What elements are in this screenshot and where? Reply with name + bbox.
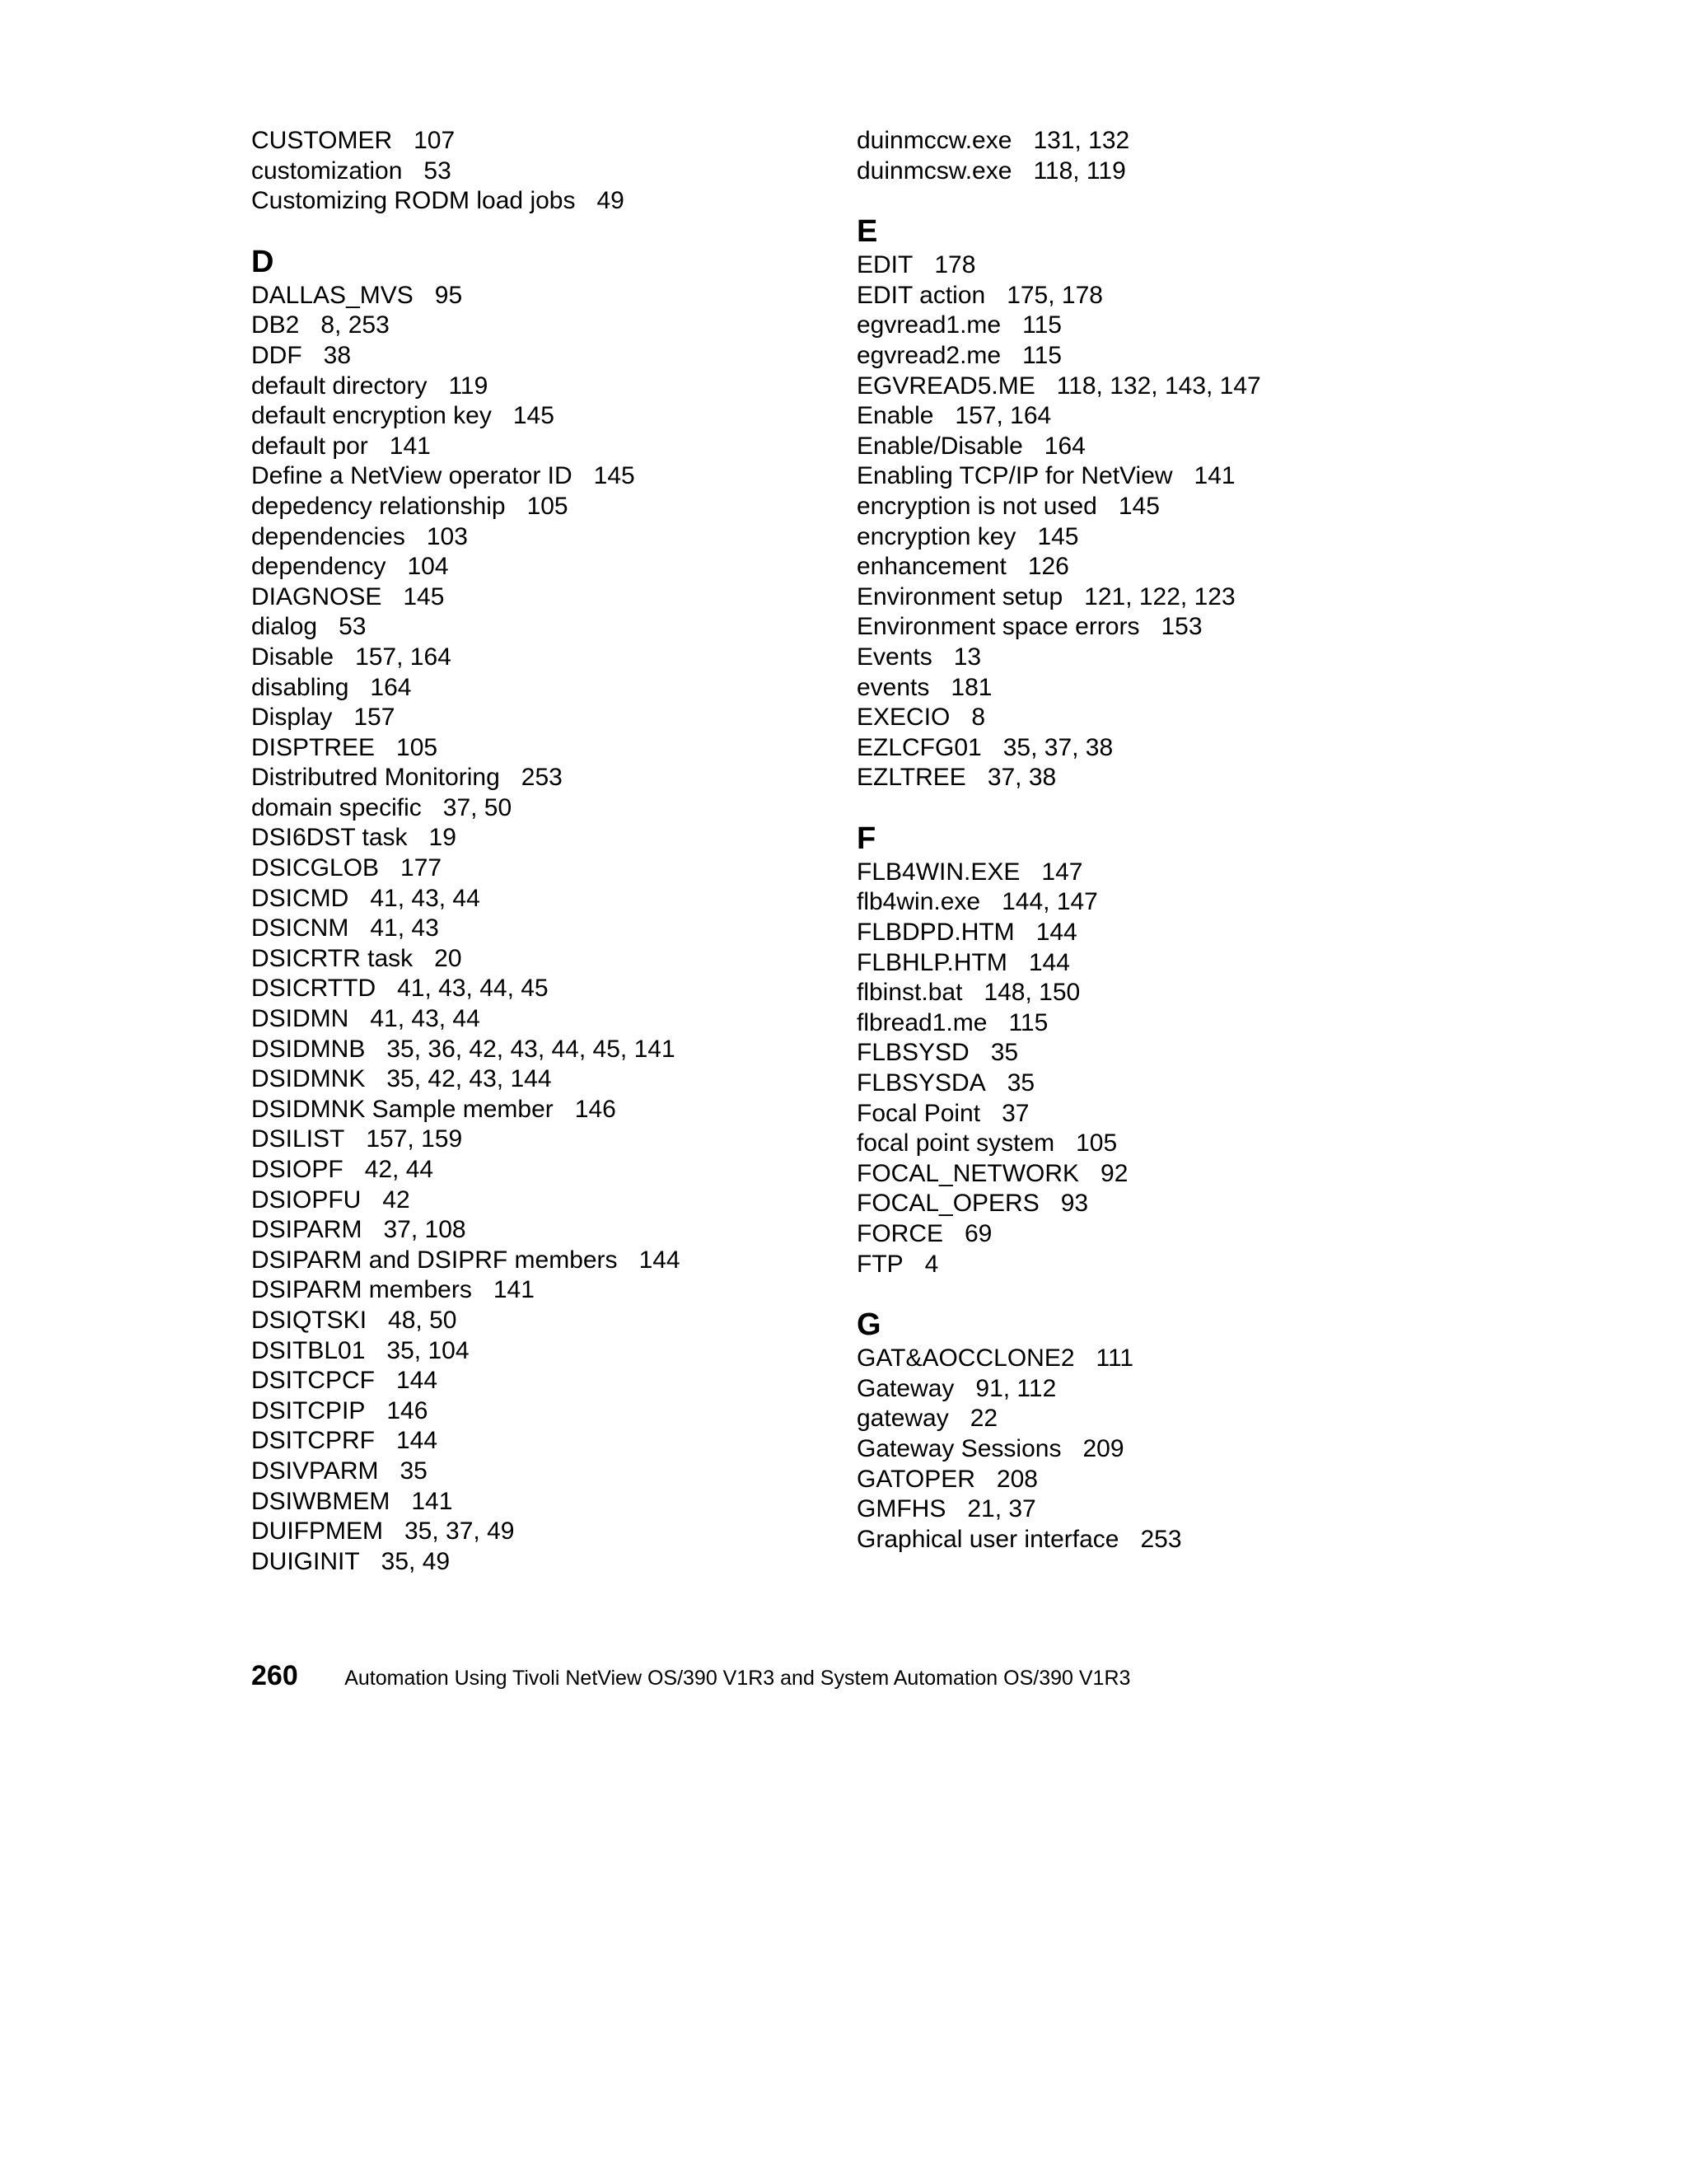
index-entry — [857, 311, 1483, 341]
index-entry — [251, 341, 828, 372]
index-term: DSICNM — [251, 914, 349, 942]
index-entry — [251, 1547, 828, 1578]
index-entry — [251, 492, 828, 522]
index-term: Environment space errors — [857, 613, 1140, 641]
index-entry — [251, 763, 828, 793]
index-term: default encryption key — [251, 402, 492, 430]
index-page-refs: 119 — [448, 372, 488, 400]
index-term: events — [857, 673, 930, 701]
index-entry — [857, 401, 1483, 432]
index-entry — [251, 914, 828, 944]
index-term: EDIT action — [857, 281, 986, 309]
index-page-refs: 145 — [403, 582, 445, 610]
index-page-refs: 175, 178 — [1007, 281, 1103, 309]
index-page-refs: 145 — [1118, 492, 1160, 520]
index-page-refs: 92 — [1101, 1159, 1129, 1187]
index-page-refs: 35, 104 — [386, 1336, 470, 1364]
index-page-refs: 118, 132, 143, 147 — [1056, 372, 1261, 400]
index-entry — [251, 1004, 828, 1035]
index-page-refs: 93 — [1060, 1190, 1089, 1218]
index-term: Events — [857, 643, 932, 671]
index-page-refs: 141 — [389, 432, 431, 460]
index-entry — [857, 492, 1483, 522]
index-term: flbread1.me — [857, 1008, 988, 1036]
index-page-refs: 144 — [1028, 948, 1070, 976]
book-title: Automation Using Tivoli NetView OS/390 V1R3 and System Automation OS/390 V1R3 — [344, 1667, 1131, 1690]
index-term: domain specific — [251, 793, 422, 821]
index-entry — [857, 461, 1483, 492]
index-entry — [857, 1219, 1483, 1250]
index-entry — [857, 432, 1483, 462]
index-page-refs: 19 — [428, 824, 456, 852]
index-term: DSIPARM and DSIPRF members — [251, 1246, 618, 1274]
index-entry — [251, 673, 828, 704]
section-letter: G — [857, 1307, 881, 1343]
index-entry — [251, 853, 828, 884]
index-entry — [857, 126, 1483, 157]
index-section-f — [857, 821, 1483, 1279]
index-term: duinmccw.exe — [857, 127, 1012, 154]
index-entry — [251, 461, 828, 492]
index-term: Enable/Disable — [857, 432, 1023, 460]
index-entry — [251, 1457, 828, 1487]
index-page-refs: 35, 36, 42, 43, 44, 45, 141 — [386, 1035, 675, 1063]
index-entry — [251, 582, 828, 613]
index-term: DB2 — [251, 311, 300, 339]
index-term: FORCE — [857, 1220, 943, 1247]
index-entry — [251, 884, 828, 914]
index-page-refs: 42 — [382, 1186, 410, 1214]
index-term: depedency relationship — [251, 492, 506, 520]
index-term: Focal Point — [857, 1099, 981, 1127]
index-term: Environment setup — [857, 582, 1063, 610]
index-page-refs: 8 — [971, 704, 986, 732]
index-term: FLBSYSD — [857, 1039, 970, 1067]
index-section-continued — [251, 126, 828, 217]
index-term: flbinst.bat — [857, 979, 963, 1007]
index-section-g — [857, 1307, 1483, 1555]
index-entry — [857, 1189, 1483, 1219]
index-term: Disable — [251, 643, 334, 671]
index-term: Enabling TCP/IP for NetView — [857, 462, 1173, 490]
index-page-refs: 20 — [434, 944, 462, 972]
index-page-refs: 157 — [353, 704, 395, 732]
index-term: DSICGLOB — [251, 854, 380, 882]
index-entry — [251, 1035, 828, 1065]
index-term: DSIDMNK Sample member — [251, 1095, 554, 1123]
index-entry — [857, 1099, 1483, 1129]
index-term: DSICRTTD — [251, 975, 376, 1003]
index-entry — [857, 918, 1483, 948]
index-page-refs: 157, 159 — [366, 1125, 463, 1153]
index-entry — [857, 522, 1483, 553]
index-term: DSITBL01 — [251, 1336, 366, 1364]
index-page-refs: 53 — [423, 157, 451, 185]
index-term: FOCAL_OPERS — [857, 1190, 1040, 1218]
index-term: DSIPARM members — [251, 1276, 472, 1304]
index-entry — [857, 1494, 1483, 1525]
index-term: Enable — [857, 402, 934, 430]
index-entry — [857, 582, 1483, 613]
index-entry — [251, 1246, 828, 1276]
index-column-left — [251, 126, 828, 1577]
index-term: EXECIO — [857, 704, 951, 732]
index-page-refs: 35 — [1007, 1069, 1035, 1097]
index-term: DSIOPF — [251, 1156, 343, 1183]
index-term: GATOPER — [857, 1465, 975, 1493]
index-page-refs: 105 — [396, 733, 438, 761]
index-page-refs: 35 — [400, 1457, 428, 1485]
index-term: dialog — [251, 613, 318, 641]
index-entry — [251, 1064, 828, 1095]
index-term: Gateway Sessions — [857, 1434, 1062, 1462]
index-page-refs: 253 — [521, 764, 563, 792]
index-page-refs: 147 — [1041, 858, 1083, 886]
index-term: FLB4WIN.EXE — [857, 858, 1021, 886]
index-entry — [251, 643, 828, 673]
index-page-refs: 103 — [426, 522, 468, 550]
index-page-refs: 115 — [1008, 1008, 1049, 1036]
index-page-refs: 104 — [407, 553, 449, 581]
index-page-refs: 41, 43, 44, 45 — [397, 975, 549, 1003]
index-entry — [857, 978, 1483, 1008]
index-page-refs: 164 — [1044, 432, 1086, 460]
index-page-refs: 35, 37, 38 — [1002, 733, 1114, 761]
index-entry — [251, 1426, 828, 1457]
index-page-refs: 37 — [1002, 1099, 1030, 1127]
index-page-refs: 118, 119 — [1033, 157, 1126, 185]
index-page-refs: 105 — [1076, 1129, 1118, 1157]
index-entry — [251, 703, 828, 733]
index-entry — [857, 733, 1483, 764]
index-entry — [251, 974, 828, 1004]
index-entry — [251, 1155, 828, 1186]
index-page-refs: 37, 38 — [987, 764, 1057, 792]
index-page-refs: 21, 37 — [967, 1495, 1036, 1523]
index-entry — [857, 1038, 1483, 1069]
index-entry — [251, 823, 828, 853]
index-page-refs: 22 — [970, 1405, 998, 1433]
page-number: 260 — [251, 1660, 298, 1691]
index-term: Define a NetView operator ID — [251, 462, 572, 490]
index-term: FLBDPD.HTM — [857, 919, 1015, 947]
index-page-refs: 157, 164 — [955, 402, 1052, 430]
index-page-refs: 49 — [596, 187, 624, 215]
index-term: default por — [251, 432, 368, 460]
index-term: EDIT — [857, 251, 914, 279]
index-entry — [857, 552, 1483, 582]
index-page-refs: 37, 108 — [383, 1216, 466, 1244]
index-entry — [857, 281, 1483, 311]
index-page-refs: 35, 49 — [381, 1547, 451, 1575]
index-term: Gateway — [857, 1374, 955, 1402]
index-entry — [251, 1125, 828, 1155]
index-page-refs: 48, 50 — [388, 1306, 457, 1334]
index-page-refs: 148, 150 — [984, 979, 1081, 1007]
index-column-right — [857, 126, 1483, 1555]
index-term: DSILIST — [251, 1125, 345, 1153]
index-page-refs: 126 — [1027, 553, 1069, 581]
index-page-refs: 115 — [1022, 311, 1062, 339]
index-page-refs: 53 — [339, 613, 367, 641]
index-term: DSIDMNK — [251, 1065, 366, 1093]
index-entry — [251, 186, 828, 217]
index-page-refs: 157, 164 — [355, 643, 451, 671]
index-entry — [251, 1306, 828, 1336]
index-page-refs: 144, 147 — [1002, 888, 1098, 916]
index-page-refs: 41, 43, 44 — [370, 1005, 480, 1033]
index-entry — [251, 157, 828, 187]
index-entry — [857, 1069, 1483, 1099]
index-page-refs: 144 — [396, 1367, 438, 1395]
index-page-refs: 131, 132 — [1033, 127, 1130, 154]
index-term: DDF — [251, 341, 302, 369]
index-page-refs: 8, 253 — [320, 311, 390, 339]
index-page-refs: 35, 42, 43, 144 — [386, 1065, 552, 1093]
index-entry — [857, 1250, 1483, 1280]
index-entry — [251, 1517, 828, 1547]
index-page-refs: 145 — [1037, 522, 1079, 550]
index-entry — [251, 552, 828, 582]
index-entry — [857, 673, 1483, 704]
index-entry — [251, 432, 828, 462]
index-page-refs: 13 — [953, 643, 982, 671]
index-term: EZLCFG01 — [857, 733, 982, 761]
index-entry — [857, 858, 1483, 888]
index-page-refs: 145 — [593, 462, 635, 490]
index-entry — [251, 1215, 828, 1246]
index-section-e — [857, 214, 1483, 793]
index-term: EZLTREE — [857, 764, 966, 792]
index-entry — [251, 1487, 828, 1518]
index-term: DSIWBMEM — [251, 1487, 390, 1515]
index-term: flb4win.exe — [857, 888, 981, 916]
index-term: dependency — [251, 553, 386, 581]
index-entry — [857, 1465, 1483, 1495]
section-letter: E — [857, 214, 878, 250]
index-page-refs: 146 — [574, 1095, 616, 1123]
index-entry — [857, 948, 1483, 979]
index-entry — [251, 311, 828, 341]
index-entry — [857, 643, 1483, 673]
index-entry — [251, 793, 828, 824]
index-entry — [251, 401, 828, 432]
index-entry — [251, 733, 828, 764]
index-page-refs: 35, 37, 49 — [404, 1518, 515, 1546]
index-term: FLBHLP.HTM — [857, 948, 1007, 976]
index-page-refs: 4 — [924, 1250, 939, 1278]
index-page-refs: 181 — [951, 673, 993, 701]
index-term: GMFHS — [857, 1495, 946, 1523]
index-page-refs: 115 — [1022, 341, 1062, 369]
index-term: DISPTREE — [251, 733, 376, 761]
index-term: Display — [251, 704, 333, 732]
index-term: CUSTOMER — [251, 127, 393, 154]
index-page-refs: 145 — [512, 402, 554, 430]
index-page-refs: 153 — [1161, 613, 1203, 641]
index-page-refs: 141 — [1194, 462, 1236, 490]
index-page-refs: 178 — [934, 251, 976, 279]
index-term: duinmcsw.exe — [857, 157, 1012, 185]
index-entry — [251, 944, 828, 975]
index-term: DSITCPRF — [251, 1427, 375, 1455]
index-page-refs: 144 — [396, 1427, 438, 1455]
index-page-refs: 141 — [493, 1276, 535, 1304]
index-term: DIAGNOSE — [251, 582, 382, 610]
index-entry — [857, 1374, 1483, 1405]
index-term: FTP — [857, 1250, 904, 1278]
index-page-refs: 253 — [1140, 1525, 1182, 1553]
index-term: GAT&AOCCLONE2 — [857, 1345, 1075, 1373]
index-page-refs: 111 — [1096, 1345, 1134, 1373]
index-entry — [251, 1396, 828, 1427]
index-page-refs: 141 — [411, 1487, 453, 1515]
index-page-refs: 146 — [386, 1396, 428, 1424]
index-page-refs: 91, 112 — [975, 1374, 1057, 1402]
index-term: FOCAL_NETWORK — [857, 1159, 1080, 1187]
index-entry — [857, 1129, 1483, 1159]
index-page-refs: 41, 43, 44 — [370, 884, 480, 912]
index-entry — [251, 1095, 828, 1125]
index-page-refs: 209 — [1082, 1434, 1124, 1462]
index-term: egvread2.me — [857, 341, 1002, 369]
index-section-continued — [857, 126, 1483, 186]
index-entry — [857, 703, 1483, 733]
index-page-refs: 144 — [638, 1246, 680, 1274]
index-entry — [251, 372, 828, 402]
index-term: DSIDMNB — [251, 1035, 366, 1063]
index-term: DSI6DST task — [251, 824, 408, 852]
index-page-refs: 105 — [526, 492, 568, 520]
index-entry — [251, 612, 828, 643]
index-entry — [857, 341, 1483, 372]
index-term: DSICRTR task — [251, 944, 414, 972]
index-term: default directory — [251, 372, 428, 400]
index-entry — [857, 157, 1483, 187]
index-term: DSICMD — [251, 884, 349, 912]
index-term: Distributred Monitoring — [251, 764, 500, 792]
index-page-refs: 95 — [434, 281, 463, 309]
section-letter: F — [857, 821, 876, 856]
index-entry — [251, 1275, 828, 1306]
index-term: DSIQTSKI — [251, 1306, 367, 1334]
index-entry — [251, 522, 828, 553]
page-footer — [251, 1660, 1130, 1692]
index-entry — [857, 372, 1483, 402]
index-entry — [857, 1434, 1483, 1465]
index-term: DSIOPFU — [251, 1186, 362, 1214]
index-term: focal point system — [857, 1129, 1055, 1157]
index-term: encryption key — [857, 522, 1016, 550]
index-term: DSITCPIP — [251, 1396, 366, 1424]
index-entry — [857, 612, 1483, 643]
index-term: DSIDMN — [251, 1005, 349, 1033]
index-entry — [251, 281, 828, 311]
index-term: DSIPARM — [251, 1216, 362, 1244]
index-term: DALLAS_MVS — [251, 281, 414, 309]
index-page-refs: 35 — [990, 1039, 1019, 1067]
index-entry — [857, 250, 1483, 281]
index-entry — [857, 1344, 1483, 1374]
index-entry — [857, 1159, 1483, 1190]
index-term: dependencies — [251, 522, 405, 550]
index-page-refs: 41, 43 — [370, 914, 439, 942]
index-entry — [251, 1366, 828, 1396]
index-page-refs: 144 — [1035, 919, 1077, 947]
index-term: customization — [251, 157, 403, 185]
index-term: Graphical user interface — [857, 1525, 1119, 1553]
index-entry — [857, 1404, 1483, 1434]
index-term: gateway — [857, 1405, 949, 1433]
index-term: DUIGINIT — [251, 1547, 360, 1575]
index-term: DSITCPCF — [251, 1367, 375, 1395]
index-page-refs: 164 — [370, 673, 412, 701]
index-term: DSIVPARM — [251, 1457, 379, 1485]
index-page-refs: 38 — [323, 341, 352, 369]
index-entry — [251, 1336, 828, 1367]
index-term: enhancement — [857, 553, 1007, 581]
index-entry — [857, 887, 1483, 918]
index-page-refs: 177 — [400, 854, 442, 882]
index-page-refs: 107 — [414, 127, 456, 154]
index-entry — [857, 763, 1483, 793]
index-page-refs: 42, 44 — [364, 1156, 434, 1183]
index-entry — [857, 1525, 1483, 1555]
index-entry — [251, 1186, 828, 1216]
index-entry — [251, 126, 828, 157]
index-term: FLBSYSDA — [857, 1069, 986, 1097]
index-term: encryption is not used — [857, 492, 1097, 520]
index-term: Customizing RODM load jobs — [251, 187, 576, 215]
section-letter: D — [251, 244, 274, 279]
index-page-refs: 121, 122, 123 — [1084, 582, 1236, 610]
index-term: disabling — [251, 673, 349, 701]
index-page-refs: 37, 50 — [442, 793, 512, 821]
index-page-refs: 69 — [965, 1220, 993, 1247]
index-term: DUIFPMEM — [251, 1518, 383, 1546]
index-entry — [857, 1008, 1483, 1039]
index-page-refs: 208 — [996, 1465, 1038, 1493]
index-term: EGVREAD5.ME — [857, 372, 1035, 400]
index-term: egvread1.me — [857, 311, 1002, 339]
index-section-d — [251, 245, 828, 1578]
